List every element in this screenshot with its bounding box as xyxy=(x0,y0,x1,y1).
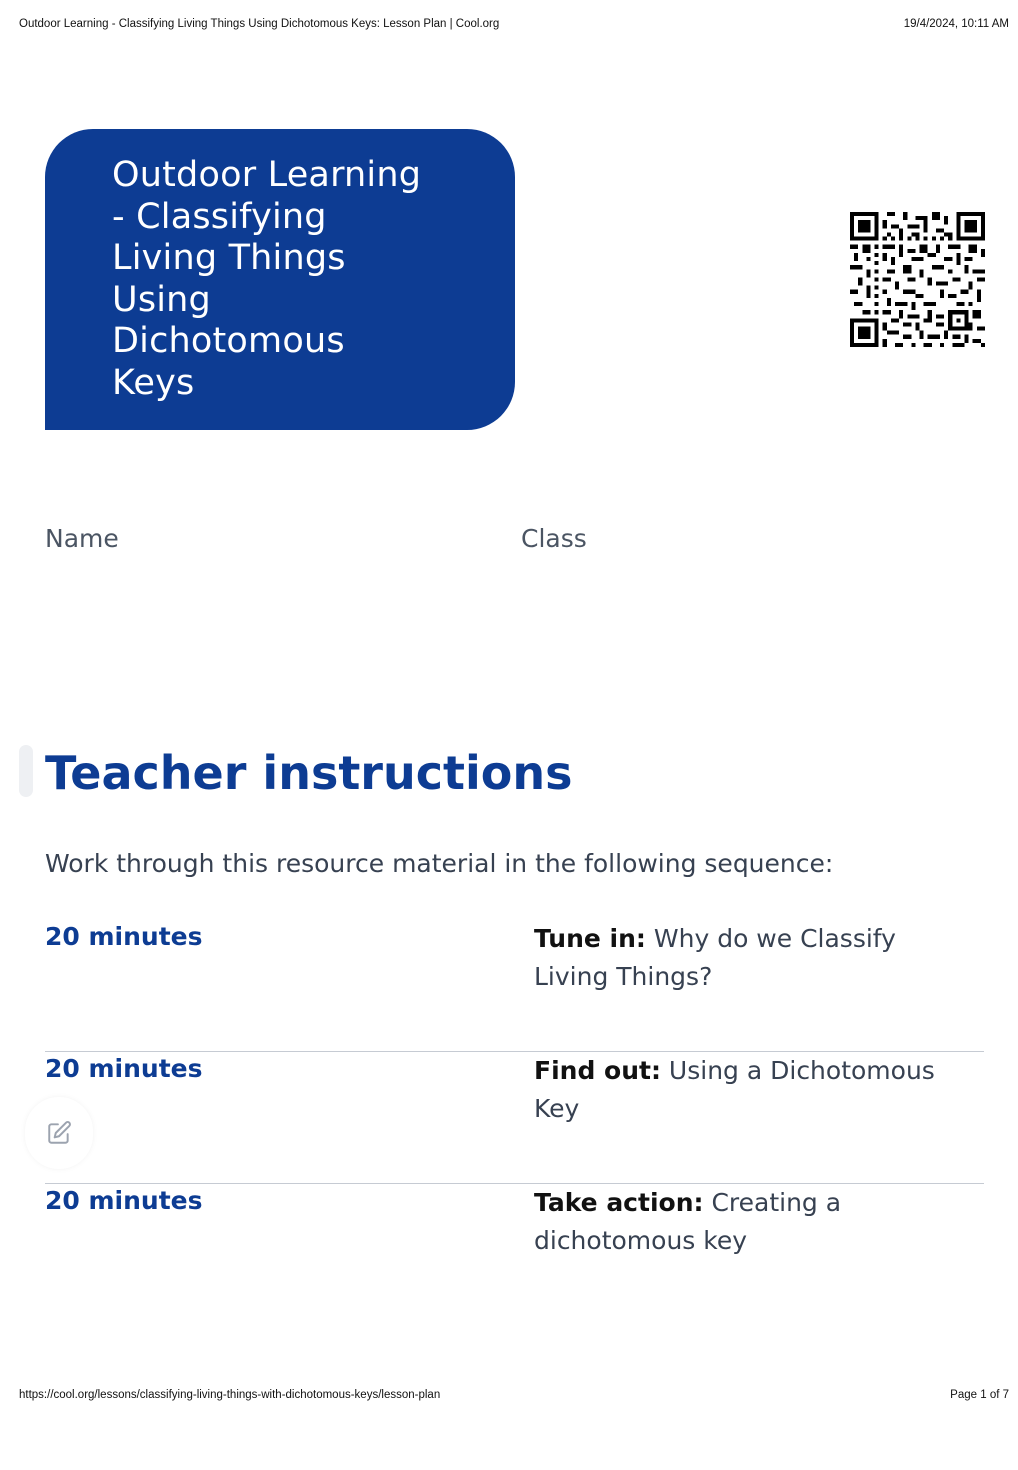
schedule-row xyxy=(45,920,984,1052)
schedule-duration: 20 minutes xyxy=(45,1186,203,1215)
schedule-duration: 20 minutes xyxy=(45,1054,203,1083)
lesson-title xyxy=(112,155,495,404)
schedule-activity xyxy=(534,920,974,996)
activity-kind: Tune in: xyxy=(534,924,646,953)
lesson-schedule xyxy=(45,920,984,1315)
schedule-row xyxy=(45,1052,984,1184)
activity-kind: Take action: xyxy=(534,1188,704,1217)
class-label: Class xyxy=(521,524,587,553)
lesson-title-line: - Classifying xyxy=(112,196,327,237)
activity-title: Using a Dichotomous Key xyxy=(534,1056,935,1123)
print-header xyxy=(19,18,1009,30)
schedule-duration: 20 minutes xyxy=(45,922,203,951)
title-card xyxy=(45,129,515,430)
edit-button[interactable] xyxy=(25,1097,93,1169)
print-datetime: 19/4/2024, 10:11 AM xyxy=(903,18,1009,30)
qr-code-icon xyxy=(850,212,985,347)
print-page-number: Page 1 of 7 xyxy=(950,1389,1009,1401)
activity-kind: Find out: xyxy=(534,1056,661,1085)
section-heading: Teacher instructions xyxy=(45,746,573,800)
section-marker xyxy=(19,745,33,797)
lesson-title-line: Living Things xyxy=(112,238,346,278)
schedule-activity xyxy=(534,1184,974,1260)
activity-title: Why do we Classify Living Things? xyxy=(534,924,896,991)
edit-icon xyxy=(46,1120,72,1146)
lesson-title-line: Dichotomous xyxy=(112,321,345,361)
schedule-row xyxy=(45,1184,984,1315)
section-intro: Work through this resource material in the following sequence: xyxy=(45,849,834,878)
activity-title: Creating a dichotomous key xyxy=(534,1188,842,1255)
lesson-title-line: Keys xyxy=(112,362,195,403)
schedule-activity xyxy=(534,1052,974,1128)
lesson-title-line: Outdoor Learning xyxy=(112,155,422,195)
print-url[interactable]: https://cool.org/lessons/classifying-living-things-with-dichotomous-keys/lesson-plan xyxy=(19,1389,441,1401)
print-footer xyxy=(19,1389,1009,1401)
name-label: Name xyxy=(45,524,119,553)
lesson-title-line: Using xyxy=(112,279,211,320)
print-page-title: Outdoor Learning - Classifying Living Things Using Dichotomous Keys: Lesson Plan | Cool.org xyxy=(19,18,500,30)
